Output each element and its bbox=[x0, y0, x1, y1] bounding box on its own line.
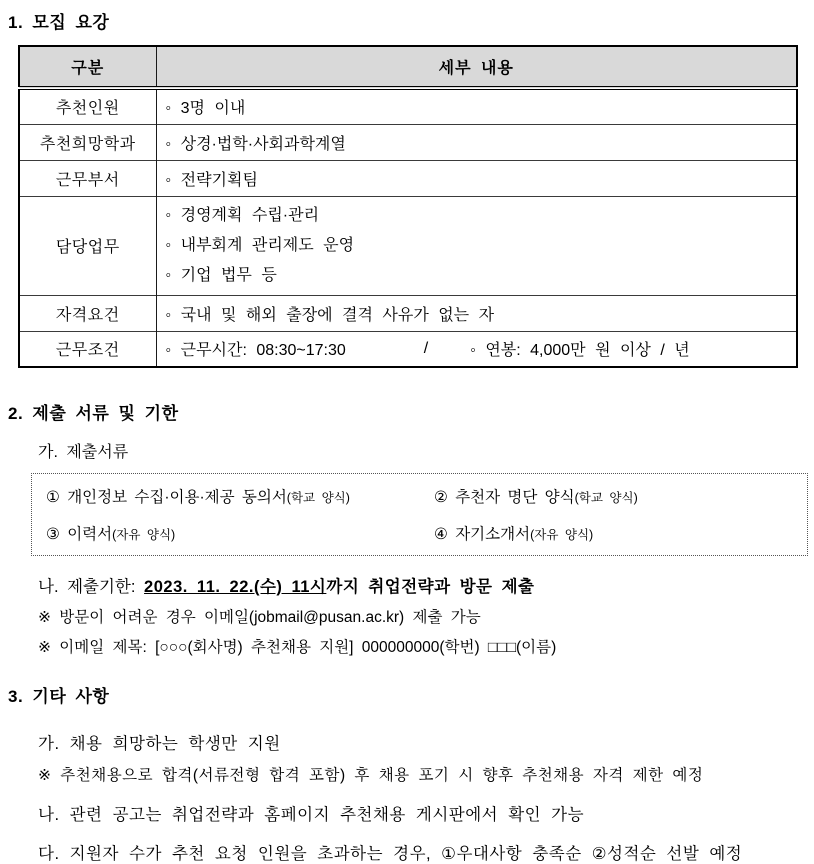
document-page bbox=[8, 8, 808, 864]
table-header-row bbox=[19, 46, 797, 88]
document-item bbox=[434, 522, 807, 544]
documents-box bbox=[31, 473, 808, 556]
row-value: ◦ 3명 이내 bbox=[156, 88, 797, 124]
document-item-main: ③ 이력서 bbox=[46, 526, 113, 543]
column-header-category: 구분 bbox=[19, 46, 156, 88]
row-value bbox=[156, 331, 797, 367]
document-item-note: (학교 양식) bbox=[286, 491, 350, 505]
submit-docs-label: 가. 제출서류 bbox=[38, 444, 129, 461]
section1-heading: 1. 모집 요강 bbox=[8, 13, 110, 32]
document-item-note: (학교 양식) bbox=[574, 491, 638, 505]
deadline-suffix: 까지 취업전략과 방문 제출 bbox=[326, 578, 535, 596]
duty-line: ◦ 경영계획 수립·관리 bbox=[165, 206, 320, 224]
table-row bbox=[19, 196, 797, 295]
etc-item-c: 다. 지원자 수가 추천 요청 인원을 초과하는 경우, ①우대사항 충족순 ②성적순 선발 예정 bbox=[38, 845, 743, 863]
duty-line: ◦ 기업 법무 등 bbox=[165, 266, 277, 284]
deadline-date: 2023. 11. 22.(수) 11시 bbox=[144, 578, 327, 596]
document-item-main: ② 추천자 명단 양식 bbox=[434, 489, 575, 506]
row-value: ◦ 국내 및 해외 출장에 결격 사유가 없는 자 bbox=[156, 295, 797, 331]
row-label: 추천인원 bbox=[19, 88, 156, 124]
email-subject-note: ※ 이메일 제목: [○○○(회사명) 추천채용 지원] 000000000(학번) □□□(이름) bbox=[38, 639, 557, 656]
document-item-note: (자유 양식) bbox=[530, 528, 594, 542]
row-value: ◦ 상경·법학·사회과학계열 bbox=[156, 124, 797, 160]
recruitment-table bbox=[18, 45, 798, 368]
etc-item-b: 나. 관련 공고는 취업전략과 홈페이지 추천채용 게시판에서 확인 가능 bbox=[38, 806, 585, 824]
table-row bbox=[19, 331, 797, 367]
row-value bbox=[156, 196, 797, 295]
row-label: 근무부서 bbox=[19, 160, 156, 196]
row-value: ◦ 전략기획팀 bbox=[156, 160, 797, 196]
table-row bbox=[19, 124, 797, 160]
table-row bbox=[19, 160, 797, 196]
row-label: 근무조건 bbox=[19, 331, 156, 367]
document-item bbox=[46, 485, 434, 507]
deadline-line bbox=[38, 573, 808, 597]
row-label: 자격요건 bbox=[19, 295, 156, 331]
document-item bbox=[434, 485, 807, 507]
section3-heading: 3. 기타 사항 bbox=[8, 687, 110, 706]
section2-heading: 2. 제출 서류 및 기한 bbox=[8, 404, 179, 423]
document-item-main: ① 개인정보 수집·이용·제공 동의서 bbox=[46, 489, 287, 506]
separator-slash: / bbox=[423, 339, 429, 357]
duty-line: ◦ 내부회계 관리제도 운영 bbox=[165, 236, 355, 254]
column-header-details: 세부 내용 bbox=[156, 46, 797, 88]
salary-text: ◦ 연봉: 4,000만 원 이상 / 년 bbox=[470, 342, 690, 360]
etc-item-note: ※ 추천채용으로 합격(서류전형 합격 포함) 후 채용 포기 시 향후 추천채용 자격 제한 예정 bbox=[38, 767, 704, 784]
table-row bbox=[19, 295, 797, 331]
row-label: 담당업무 bbox=[19, 196, 156, 295]
table-row bbox=[19, 88, 797, 124]
document-item-main: ④ 자기소개서 bbox=[434, 526, 531, 543]
row-label: 추천희망학과 bbox=[19, 124, 156, 160]
work-hours-text: ◦ 근무시간: 08:30~17:30 bbox=[165, 342, 346, 360]
etc-item-a: 가. 채용 희망하는 학생만 지원 bbox=[38, 735, 281, 753]
deadline-prefix: 나. 제출기한: bbox=[38, 578, 145, 596]
document-item bbox=[46, 522, 434, 544]
email-note: ※ 방문이 어려운 경우 이메일(jobmail@pusan.ac.kr) 제출 가능 bbox=[38, 609, 481, 626]
document-item-note: (자유 양식) bbox=[112, 528, 176, 542]
